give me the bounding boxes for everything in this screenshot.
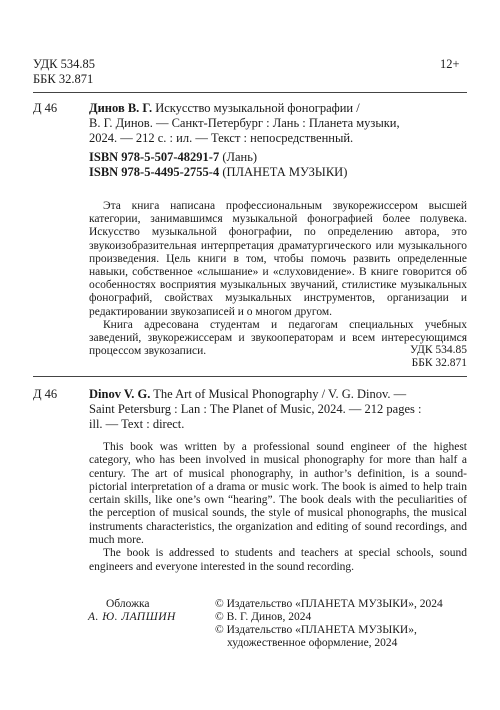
ru-author-code: Д 46 — [33, 101, 58, 115]
en-bibliographic-entry — [89, 387, 467, 432]
en-abstract — [89, 441, 467, 574]
en-author-code: Д 46 — [33, 387, 58, 401]
ru-isbn2-publisher: (ПЛАНЕТА МУЗЫКИ) — [219, 165, 348, 179]
ru-bbk: ББК 32.871 — [411, 357, 467, 369]
ru-author: Динов В. Г. — [89, 101, 153, 115]
en-abstract-paragraph-1: This book was written by a professional sound engineer of the highest category, who has been involved in musical phonography for more than half a century. The art of musical phonography, in author’s definition, is a sound-pictorial interpretation of a drama or music work. The book is aimed to help train certain skills, like one’s own “hearing”. The book deals with the peculiarities of the perception of musical sounds, the style of musical phonographs, the musical instruments characteristics, the organization and editing of sound recordings, and much more. — [89, 441, 467, 547]
age-rating: 12+ — [440, 57, 460, 71]
ru-bibliographic-entry — [89, 101, 467, 146]
ru-title-line3: 2024. — 212 с. : ил. — Текст : непосредственный. — [89, 131, 354, 145]
en-title-line1: The Art of Musical Phonography / V. G. Dinov. — — [150, 387, 407, 401]
en-author: Dinov V. G. — [89, 387, 151, 401]
ru-classification — [410, 344, 467, 370]
header-classification — [33, 57, 95, 87]
divider-middle — [33, 376, 467, 377]
header-udk: УДК 534.85 — [33, 57, 95, 71]
en-title-line3: ill. — Text : direct. — [89, 417, 185, 431]
copyright-design: © Издательство «ПЛАНЕТА МУЗЫКИ», художественное оформление, 2024 — [215, 624, 417, 650]
ru-abstract-paragraph-2: Книга адресована студентам и педагогам специальных учебных заведений, звукорежиссерам и звукооператорам и всем интересующимся процессом звукозаписи. — [89, 318, 467, 358]
cover-designer: А. Ю. ЛАПШИН — [88, 611, 176, 623]
copyright-author: © В. Г. Динов, 2024 — [215, 611, 312, 624]
ru-abstract-paragraph-1: Эта книга написана профессиональным звукорежиссером высшей категории, занимавшимся музыкальной фонографией более полувека. Искусство музыкальной фонографии, по определению автора, это звукоизобразительная интерпретация драматургического или музыкального произведения. Цель книги в том, чтобы помочь развить определенные навыки, собственное «слышание» и «слуховидение». В книге говорится об особенностях восприятия музыкальных звучаний, стилистике музыкальных фонографий, свойствах музыкальных инструментов, организации и редактировании звукозаписей и о многом другом. — [89, 200, 467, 318]
cover-label: Обложка — [106, 598, 150, 610]
cover-credit — [88, 598, 176, 624]
ru-isbn1-publisher: (Лань) — [219, 150, 258, 164]
ru-isbn1: ISBN 978-5-507-48291-7 — [89, 150, 220, 164]
copyright-block — [215, 598, 467, 650]
divider-top — [33, 92, 467, 93]
ru-title-line2: В. Г. Динов. — Санкт-Петербург : Лань : Планета музыки, — [89, 116, 400, 130]
en-title-line2: Saint Petersburg : Lan : The Planet of Music, 2024. — 212 pages : — [89, 402, 422, 416]
header-bbk: ББК 32.871 — [33, 72, 94, 86]
en-abstract-paragraph-2: The book is addressed to students and teachers at special schools, sound engineers and everyone interested in the sound recording. — [89, 547, 467, 573]
ru-udk: УДК 534.85 — [410, 344, 467, 356]
ru-isbn-block — [89, 150, 347, 180]
ru-title-line1: Искусство музыкальной фонографии / — [152, 101, 360, 115]
ru-isbn2: ISBN 978-5-4495-2755-4 — [89, 165, 220, 179]
copyright-publisher: © Издательство «ПЛАНЕТА МУЗЫКИ», 2024 — [215, 598, 443, 610]
ru-abstract — [89, 200, 467, 358]
